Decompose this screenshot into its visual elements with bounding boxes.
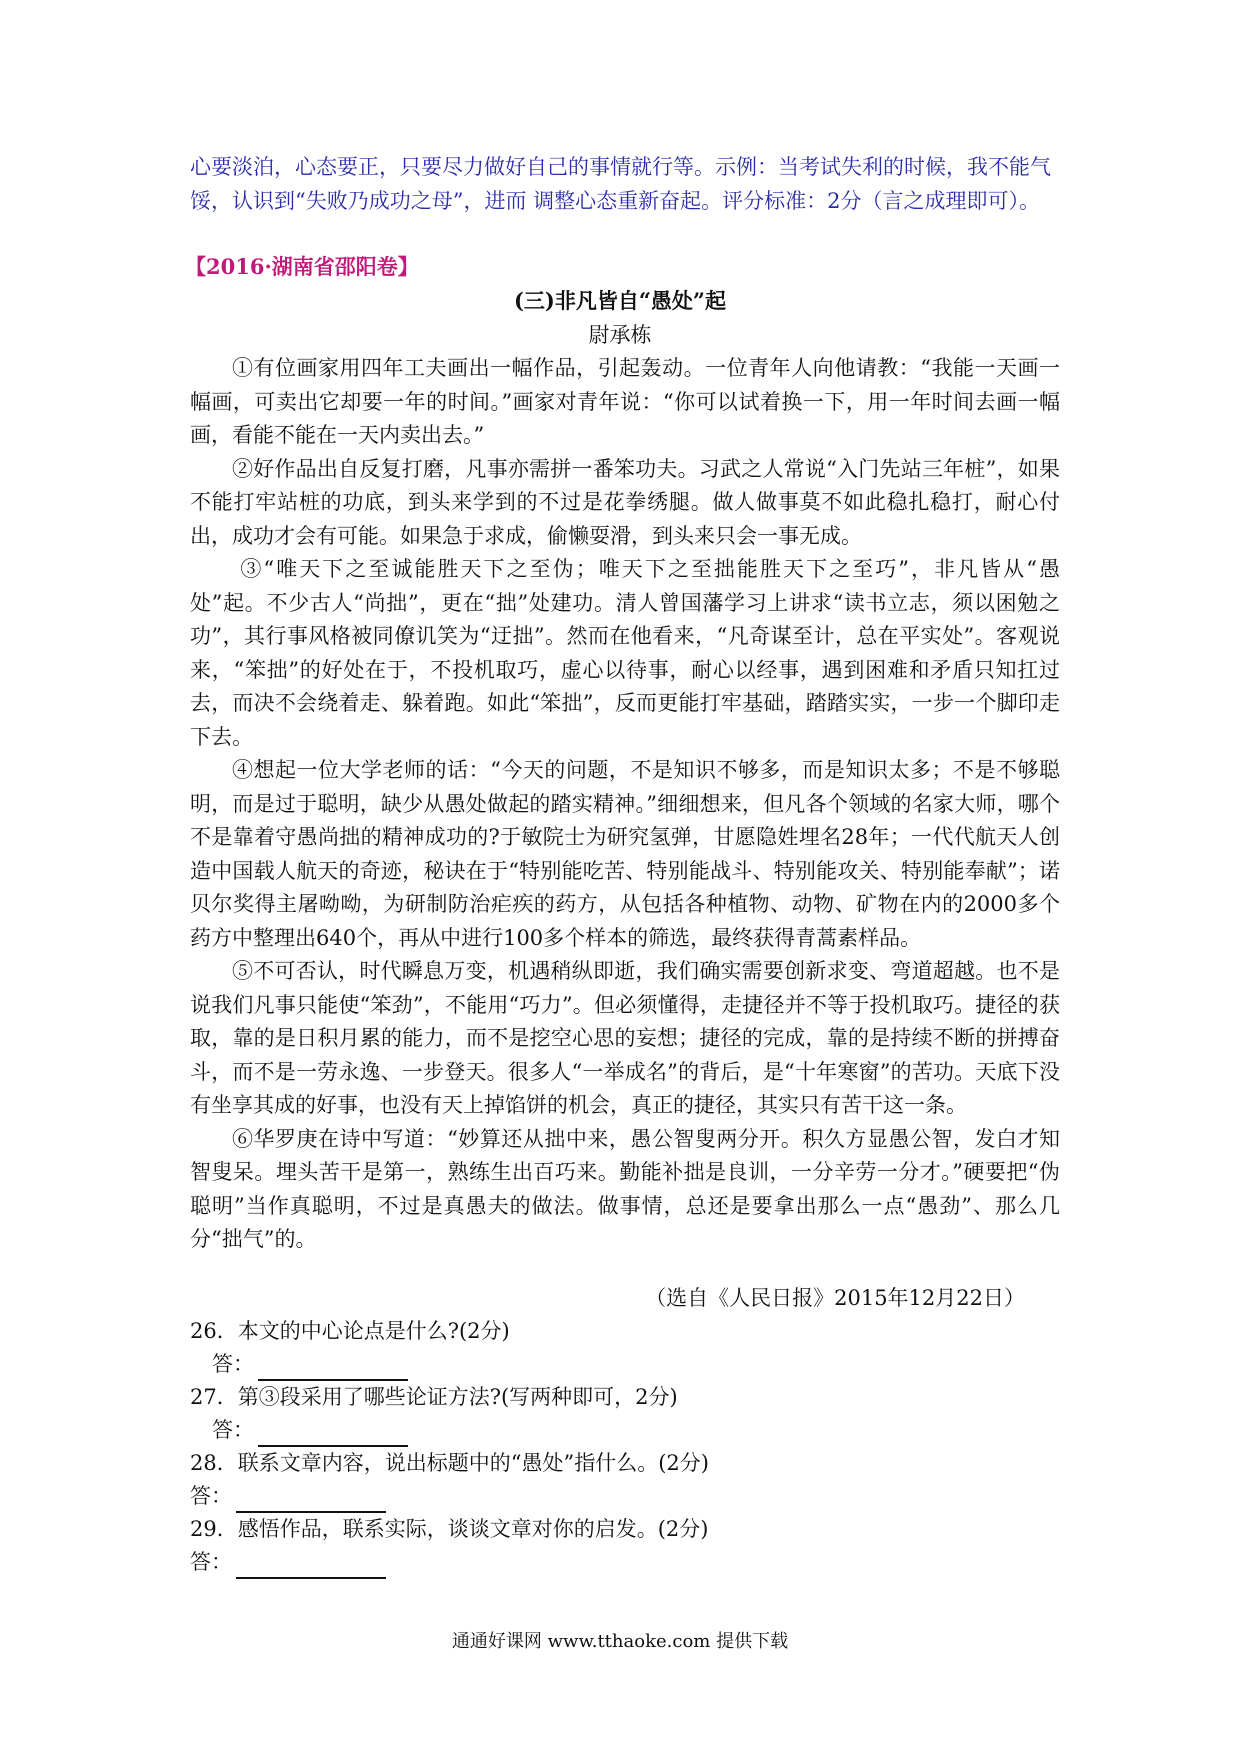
article-body	[190, 352, 1060, 1257]
answer-blank[interactable]	[258, 1357, 408, 1381]
article-title: (三)非凡皆自“愚处”起	[513, 288, 727, 313]
answer-label: 答：	[190, 1484, 232, 1508]
question-list	[190, 1315, 1060, 1579]
paragraph-2: ②好作品出自反复打磨，凡事亦需拼一番笨功夫。习武之人常说“入门先站三年桩”，如果不能打牢站桩的功底，到头来学到的不过是花拳绣腿。做人做事莫不如此稳扎稳打，耐心付出，成功才会有可能。如果急于求成，偷懒耍滑，到头来只会一事无成。	[190, 456, 1060, 548]
previous-answer-text: 心要淡泊，心态要正，只要尽力做好自己的事情就行等。示例：当考试失利的时候，我不能气馁，认识到“失败乃成功之母”，进而 调整心态重新奋起。评分标准：2分（言之成理即可）。	[190, 155, 1051, 213]
paragraph-1: ①有位画家用四年工夫画出一幅作品，引起轰动。一位青年人向他请教：“我能一天画一幅画，可卖出它却要一年的时间。”画家对青年说：“你可以试着换一下，用一年时间去画一幅画，看能不能在一天内卖出去。”	[190, 356, 1060, 447]
article-citation: （选自《人民日报》2015年12月22日）	[645, 1286, 1025, 1310]
article-author: 尉承栋	[588, 323, 652, 347]
answer-line-28[interactable]	[190, 1480, 1060, 1513]
answer-label: 答：	[190, 1550, 232, 1574]
question-28: 28．联系文章内容，说出标题中的“愚处”指什么。(2分)	[190, 1451, 709, 1475]
answer-blank[interactable]	[236, 1489, 386, 1513]
paragraph-4: ④想起一位大学老师的话：“今天的问题，不是知识不够多，而是知识太多；不是不够聪明，而是过于聪明，缺少从愚处做起的踏实精神。”细细想来，但凡各个领域的名家大师，哪个不是靠着守愚尚拙的精神成功的?于敏院士为研究氢弹，甘愿隐姓埋名28年；一代代航天人创造中国载人航天的奇迹，秘诀在于“特别能吃苦、特别能战斗、特别能攻关、特别能奉献”；诺贝尔奖得主屠呦呦，为研制防治疟疾的药方，从包括各种植物、动物、矿物在内的2000多个药方中整理出640个，再从中进行100多个样本的筛选，最终获得青蒿素样品。	[190, 758, 1060, 950]
paragraph-5: ⑤不可否认，时代瞬息万变，机遇稍纵即逝，我们确实需要创新求变、弯道超越。也不是说我们凡事只能使“笨劲”，不能用“巧力”。但必须懂得，走捷径并不等于投机取巧。捷径的获取，靠的是日积月累的能力，而不是挖空心思的妄想；捷径的完成，靠的是持续不断的拼搏奋斗，而不是一劳永逸、一步登天。很多人“一举成名”的背后，是“十年寒窗”的苦功。天底下没有坐享其成的好事，也没有天上掉馅饼的机会，真正的捷径，其实只有苦干这一条。	[190, 959, 1060, 1117]
answer-blank[interactable]	[236, 1555, 386, 1579]
answer-label: 答：	[212, 1352, 254, 1376]
source-tag: 【2016·湖南省邵阳卷】	[185, 254, 419, 279]
paragraph-6: ⑥华罗庚在诗中写道：“妙算还从拙中来，愚公智叟两分开。积久方显愚公智，发白才知智叟呆。埋头苦干是第一，熟练生出百巧来。勤能补拙是良训，一分辛劳一分才。”硬要把“伪聪明”当作真聪明，不过是真愚夫的做法。做事情，总还是要拿出那么一点“愚劲”、那么几分“拙气”的。	[190, 1126, 1060, 1251]
answer-line-29[interactable]	[190, 1546, 1060, 1579]
page-footer: 通通好课网 www.tthaoke.com 提供下载	[451, 1631, 789, 1652]
answer-line-27[interactable]	[212, 1414, 1060, 1447]
paragraph-3: ③“唯天下之至诚能胜天下之至伪；唯天下之至拙能胜天下之至巧”，非凡皆从“愚处”起。不少古人“尚拙”，更在“拙”处建功。清人曾国藩学习上讲求“读书立志，须以困勉之功”，其行事风格被同僚讥笑为“迂拙”。然而在他看来，“凡奇谋至计，总在平实处”。客观说来，“笨拙”的好处在于，不投机取巧，虚心以待事，耐心以经事，遇到困难和矛盾只知扛过去，而决不会绕着走、躲着跑。如此“笨拙”，反而更能打牢基础，踏踏实实，一步一个脚印走下去。	[190, 557, 1060, 749]
answer-label: 答：	[212, 1418, 254, 1442]
question-26: 26．本文的中心论点是什么?(2分)	[190, 1319, 510, 1343]
question-27: 27．第③段采用了哪些论证方法?(写两种即可，2分)	[190, 1385, 678, 1409]
question-29: 29．感悟作品，联系实际，谈谈文章对你的启发。(2分)	[190, 1517, 709, 1541]
answer-line-26[interactable]	[212, 1348, 1060, 1381]
answer-blank[interactable]	[258, 1423, 408, 1447]
